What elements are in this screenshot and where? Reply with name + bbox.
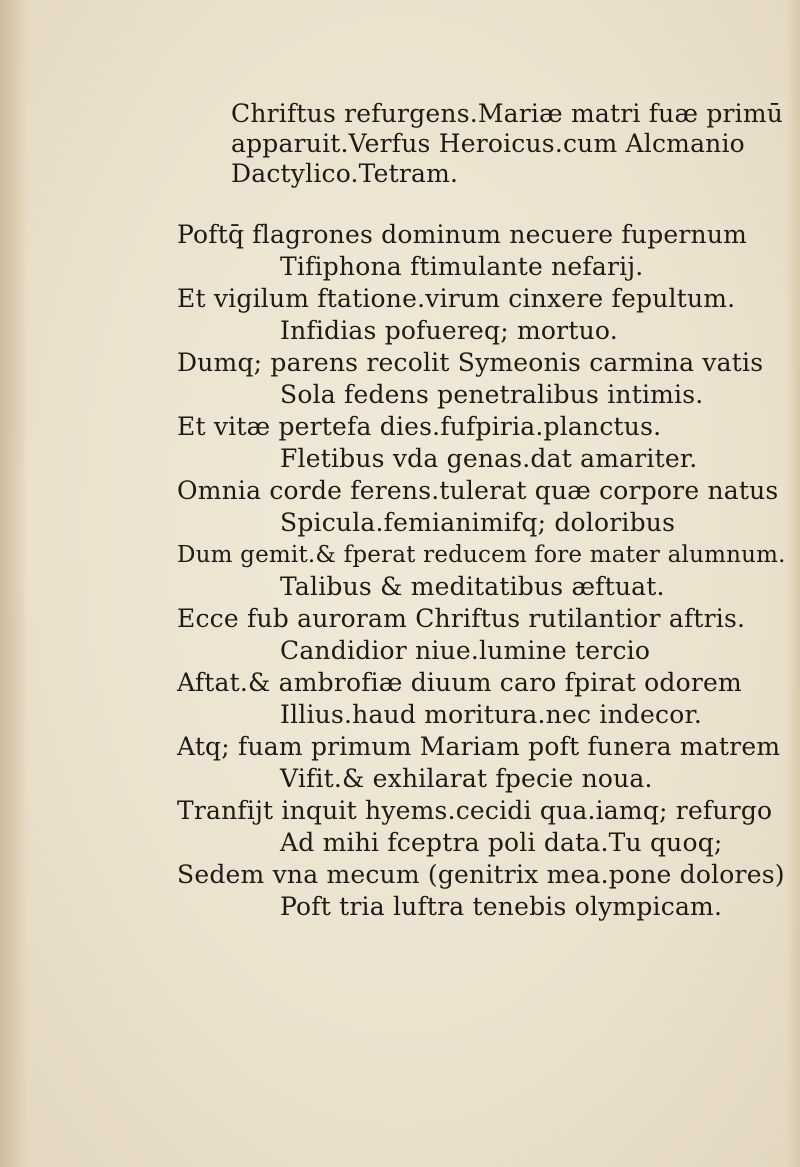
verse-line-16: Illius.haud moritura.nec indecor.: [280, 700, 702, 729]
heading-line-3: Dactylico.Tetram.: [231, 159, 459, 188]
verse-line-20: Ad mihi fceptra poli data.Tu quoq;: [280, 828, 723, 857]
verse-line-8: Fletibus vda genas.dat amariter.: [280, 444, 698, 473]
verse-line-4: Infidias pofuereq; mortuo.: [280, 316, 618, 345]
verse-line-18: Vifit.& exhilarat fpecie noua.: [280, 764, 653, 793]
verse-line-2: Tifiphona ftimulante nefarij.: [280, 252, 644, 281]
heading-line-2: apparuit.Verfus Heroicus.cum Alcmanio: [231, 129, 745, 158]
verse-line-15: Aftat.& ambrofiæ diuum caro fpirat odorem: [177, 668, 742, 697]
verse-line-22: Poft tria luftra tenebis olympicam.: [280, 892, 723, 921]
verse-line-9: Omnia corde ferens.tulerat quæ corpore natus: [177, 476, 779, 505]
verse-line-5: Dumq; parens recolit Symeonis carmina vatis: [177, 348, 764, 377]
verse-line-19: Tranfijt inquit hyems.cecidi qua.iamq; refurgo: [177, 796, 773, 825]
verse-line-3: Et vigilum ftatione.virum cinxere fepultum.: [177, 284, 736, 313]
verse-line-7: Et vitæ pertefa dies.fufpiria.planctus.: [177, 412, 662, 441]
verse-line-10: Spicula.femianimifq; doloribus: [280, 508, 676, 537]
verse-line-21: Sedem vna mecum (genitrix mea.pone dolores): [177, 860, 785, 889]
heading-line-1: Chriftus refurgens.Mariæ matri fuæ primū: [231, 99, 784, 128]
verse-line-12: Talibus & meditatibus æftuat.: [280, 572, 665, 601]
verse-line-1: Poftq̄ flagrones dominum necuere fupernum: [177, 220, 748, 249]
verse-line-6: Sola fedens penetralibus intimis.: [280, 380, 704, 409]
verse-line-13: Ecce fub auroram Chriftus rutilantior aftris.: [177, 604, 746, 633]
verse-line-14: Candidior niue.lumine tercio: [280, 636, 651, 665]
verse-line-17: Atq; fuam primum Mariam poft funera matrem: [177, 732, 781, 761]
verse-line-11: Dum gemit.& fperat reducem fore mater alumnum.: [177, 542, 786, 568]
